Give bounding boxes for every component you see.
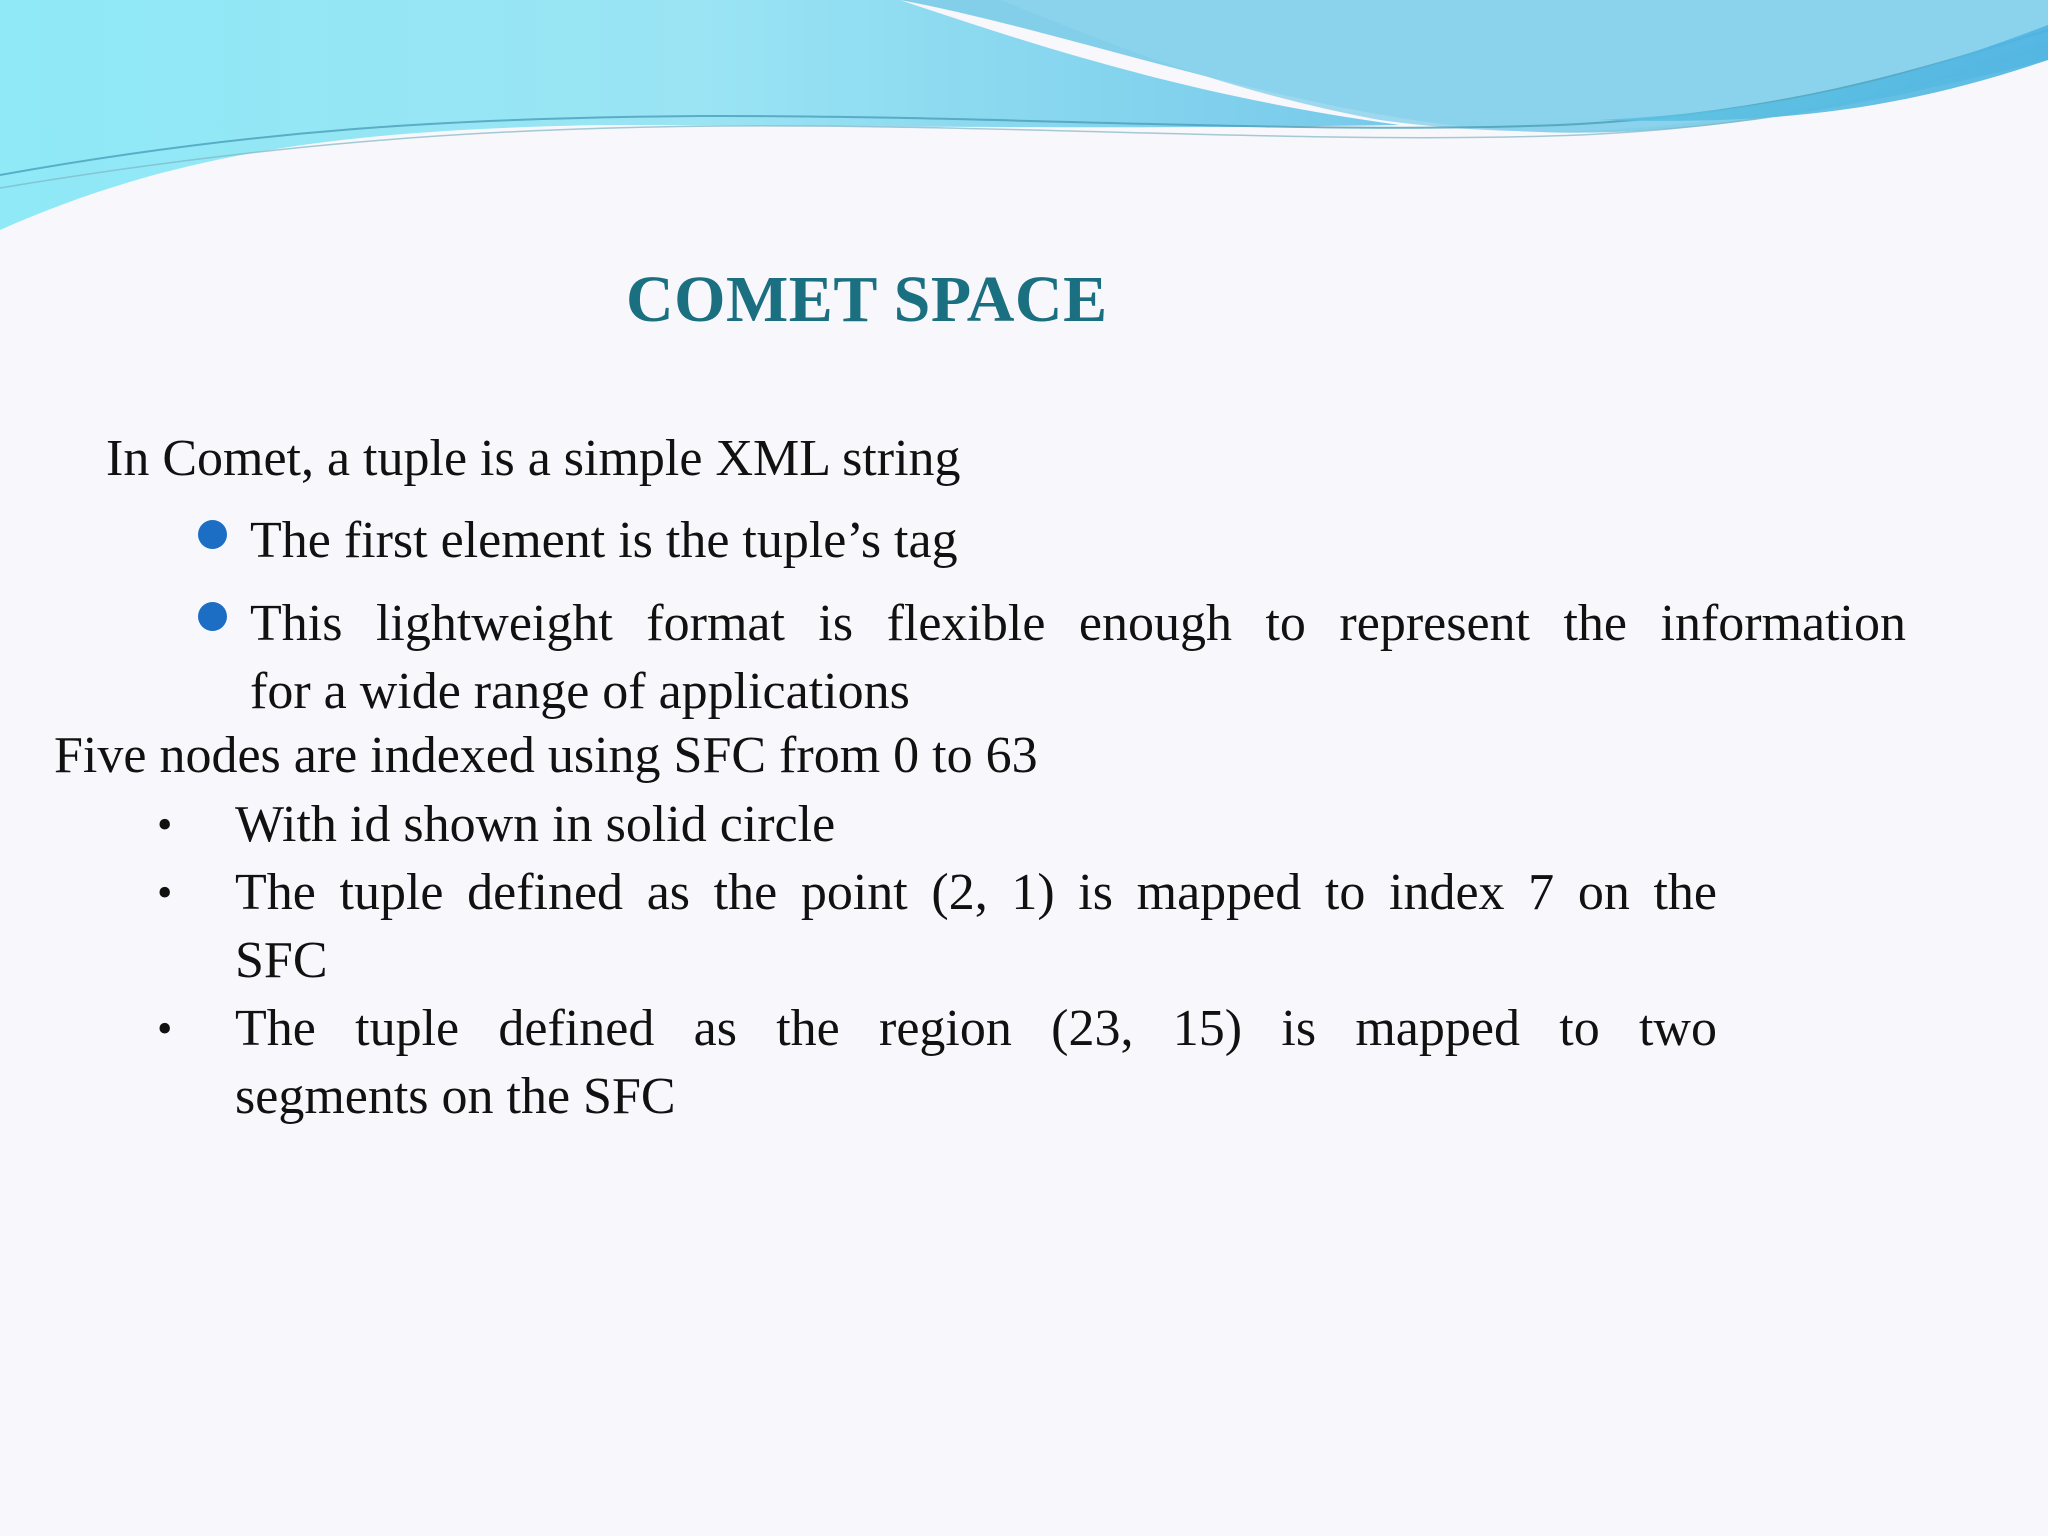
slide-title: COMET SPACE bbox=[626, 263, 1108, 336]
round-bullet-icon bbox=[198, 602, 227, 631]
primary-bullet-2-line-2: for a wide range of applications bbox=[250, 663, 910, 720]
dot-bullet-icon: • bbox=[157, 800, 173, 849]
header-wave-decoration bbox=[0, 0, 2048, 240]
secondary-bullet-2-line-1: The tuple defined as the point (2, 1) is mapped to index 7 on the bbox=[235, 864, 1717, 921]
intro-text: In Comet, a tuple is a simple XML string bbox=[106, 430, 961, 487]
section-heading: Five nodes are indexed using SFC from 0 to 63 bbox=[54, 727, 1038, 784]
dot-bullet-icon: • bbox=[157, 1004, 173, 1053]
secondary-bullet-1: With id shown in solid circle bbox=[235, 796, 836, 853]
dot-bullet-icon: • bbox=[157, 868, 173, 917]
secondary-bullet-3-line-2: segments on the SFC bbox=[235, 1068, 676, 1125]
primary-bullet-2-line-1: This lightweight format is flexible enough to represent the information bbox=[250, 595, 1906, 652]
primary-bullet-1: The first element is the tuple’s tag bbox=[250, 512, 958, 569]
secondary-bullet-2-line-2: SFC bbox=[235, 932, 328, 989]
secondary-bullet-3-line-1: The tuple defined as the region (23, 15) is mapped to two bbox=[235, 1000, 1717, 1057]
round-bullet-icon bbox=[198, 520, 227, 549]
